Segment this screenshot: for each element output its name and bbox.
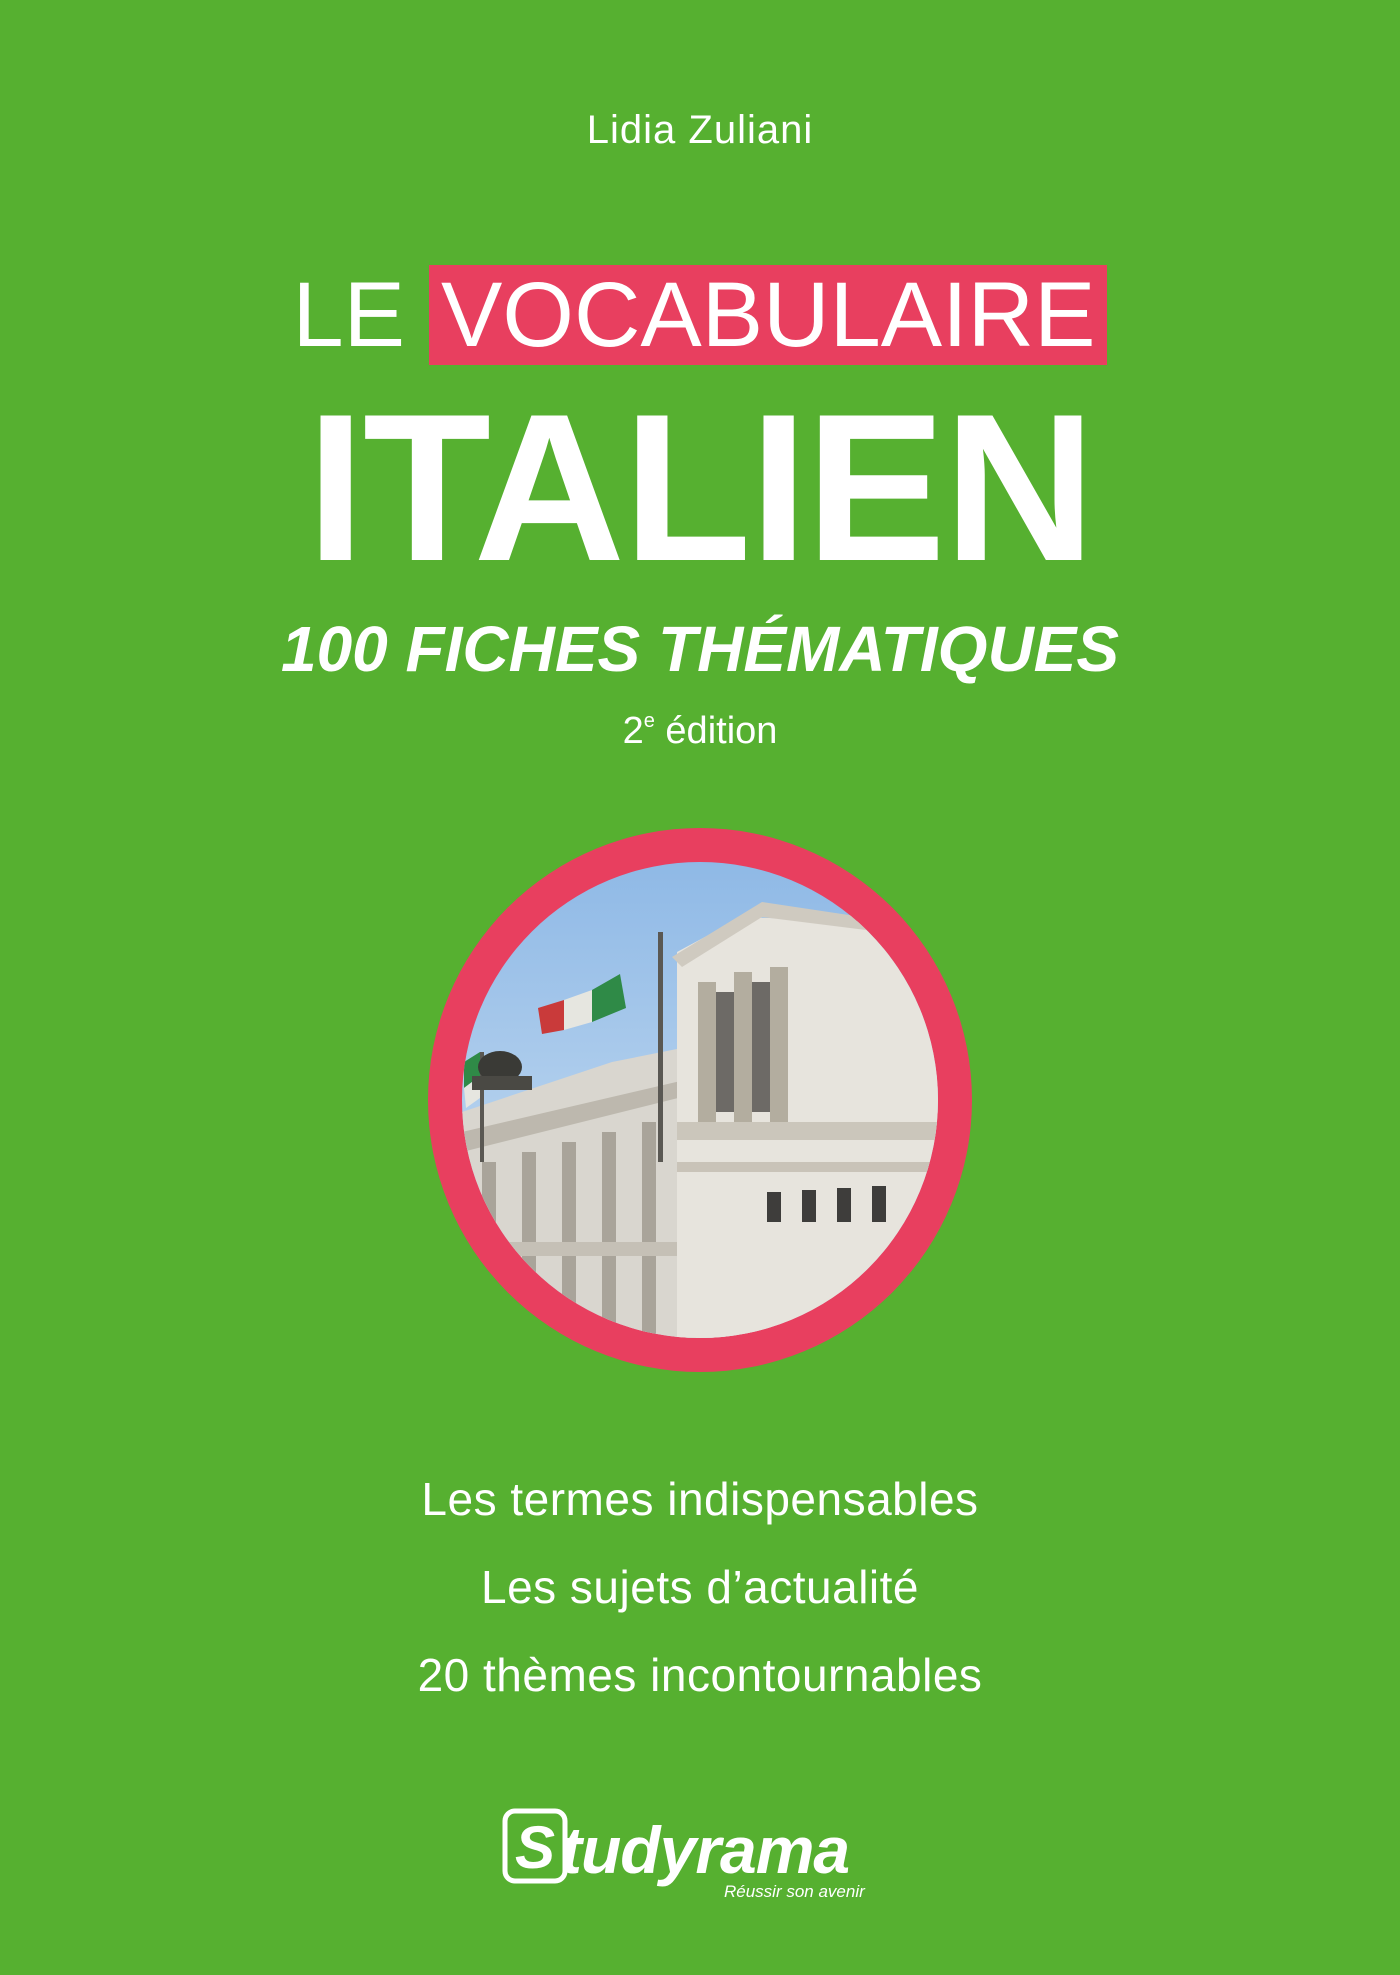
main-title: ITALIEN (306, 370, 1094, 605)
title-le: LE (292, 264, 406, 366)
publisher-name: tudyrama (560, 1813, 850, 1887)
subtitle: 100 FICHES THÉMATIQUES (280, 613, 1120, 685)
features-list (0, 1455, 1400, 1719)
svg-text:S: S (514, 1814, 556, 1881)
publisher-logo (502, 1808, 898, 1900)
edition-label (0, 710, 1400, 753)
feature-item: Les sujets d’actualité (480, 1561, 920, 1613)
edition-word: édition (665, 710, 778, 752)
title-line-1 (0, 265, 1400, 365)
title-vocabulaire-highlight: VOCABULAIRE (429, 265, 1107, 365)
author-name: Lidia Zuliani (586, 108, 814, 152)
studyrama-s-logo-icon (502, 1808, 568, 1884)
feature-item: Les termes indispensables (421, 1473, 979, 1525)
cover-photo-ring (428, 828, 972, 1372)
edition-suffix: e (643, 710, 655, 732)
edition-number: 2 (622, 710, 644, 752)
publisher-tagline: Réussir son avenir (724, 1882, 865, 1901)
feature-item: 20 thèmes incontournables (417, 1649, 983, 1701)
monument-photo (462, 862, 938, 1338)
